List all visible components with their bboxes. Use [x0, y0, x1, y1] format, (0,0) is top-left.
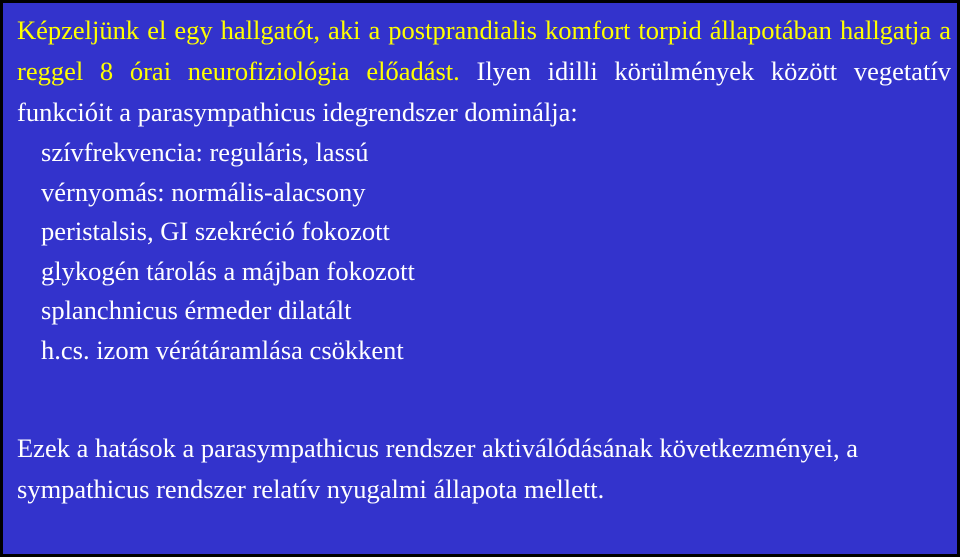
list-item: splanchnicus érmeder dilatált [41, 295, 352, 325]
intro-block [17, 10, 951, 370]
intro-paragraph [17, 10, 951, 133]
effects-list [17, 133, 951, 370]
conclusion-block [17, 428, 951, 510]
list-item: peristalsis, GI szekréció fokozott [41, 216, 390, 246]
list-item: szívfrekvencia: reguláris, lassú [41, 137, 369, 167]
intro-rest-text: Ilyen idilli körülmények között vegetatív funkcióit a parasympathicus idegrendszer dominálja: [17, 56, 951, 127]
list-item: vérnyomás: normális-alacsony [41, 176, 366, 207]
list-item: h.cs. izom vérátáramlása csökkent [41, 334, 404, 365]
conclusion-paragraph: Ezek a hatások a parasympathicus rendszer aktiválódásának következményei, a sympathicus rendszer relatív nyugalmi állapota mellett. [17, 433, 859, 504]
list-item: glykogén tárolás a májban fokozott [41, 255, 415, 286]
intro-highlight-text: Képzeljünk el egy hallgatót, aki a postprandialis komfort torpid állapotában hallgatja a reggel 8 órai neurofiziológia előadást. [17, 15, 951, 86]
